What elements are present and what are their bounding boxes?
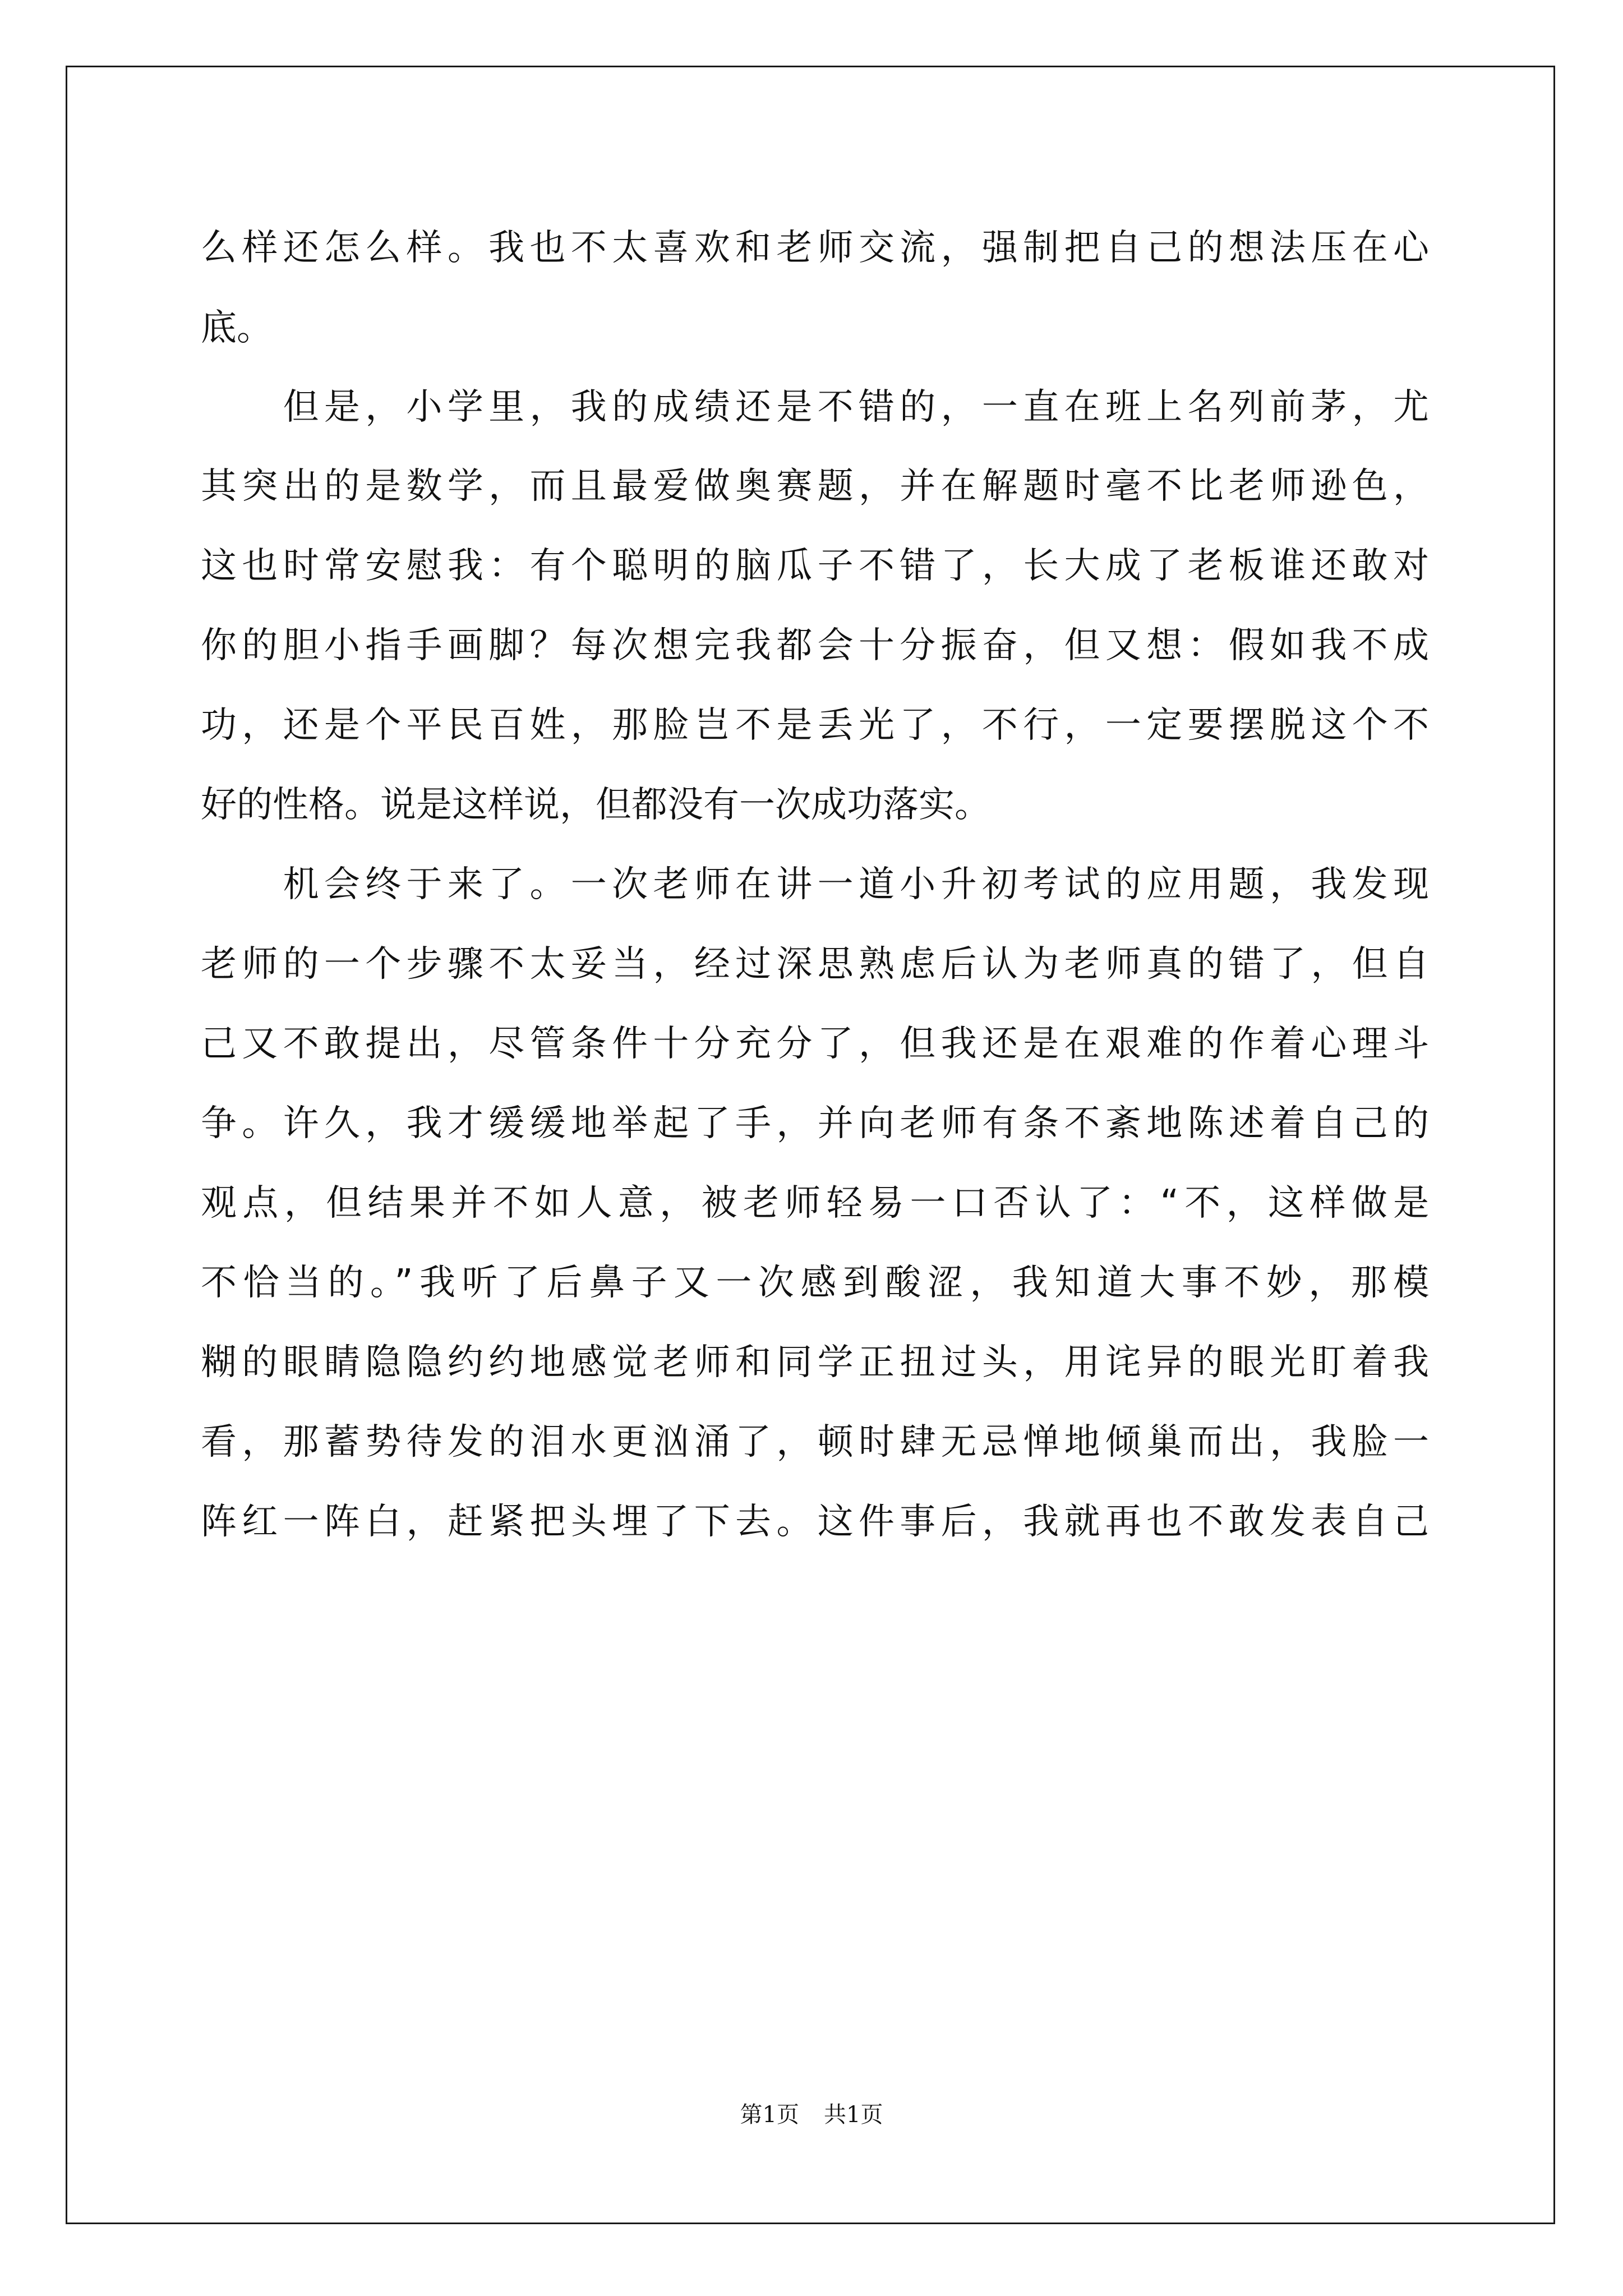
text-line: 你的胆小指手画脚？每次想完我都会十分振奋，但又想：假如我不成: [201, 625, 1435, 666]
text-line: 好的性格。说是这样说，但都没有一次成功落实。: [201, 784, 990, 826]
text-line: 老师的一个步骤不太妥当，经过深思熟虑后认为老师真的错了，但自: [201, 944, 1435, 985]
text-line: 不恰当的。”我听了后鼻子又一次感到酸涩，我知道大事不妙，那模: [201, 1262, 1436, 1304]
text-line: 看，那蓄势待发的泪水更汹涌了，顿时肆无忌惮地倾巢而出，我脸一: [201, 1421, 1435, 1463]
page-footer: [0, 2101, 1623, 2129]
text-line: 糊的眼睛隐隐约约地感觉老师和同学正扭过头，用诧异的眼光盯着我: [201, 1342, 1435, 1383]
page-total: 共1页: [824, 2102, 883, 2128]
text-line: 但是，小学里，我的成绩还是不错的，一直在班上名列前茅，尤: [201, 386, 1435, 428]
text-line: 底。: [201, 307, 273, 349]
text-line: 观点，但结果并不如人意，被老师轻易一口否认了：“不，这样做是: [201, 1182, 1435, 1224]
text-line: 己又不敢提出，尽管条件十分充分了，但我还是在艰难的作着心理斗: [201, 1023, 1435, 1065]
text-line: 这也时常安慰我：有个聪明的脑瓜子不错了，长大成了老板谁还敢对: [201, 545, 1435, 587]
page-number: 第1页: [740, 2102, 799, 2128]
text-line: 么样还怎么样。我也不太喜欢和老师交流，强制把自己的想法压在心: [201, 227, 1435, 269]
text-line: 机会终于来了。一次老师在讲一道小升初考试的应用题，我发现: [201, 864, 1435, 905]
text-line: 功，还是个平民百姓，那脸岂不是丢光了，不行，一定要摆脱这个不: [201, 705, 1435, 746]
text-line: 争。许久，我才缓缓地举起了手，并向老师有条不紊地陈述着自己的: [201, 1103, 1435, 1144]
text-line: 其突出的是数学，而且最爱做奥赛题，并在解题时毫不比老师逊色，: [201, 466, 1435, 507]
text-line: 阵红一阵白，赶紧把头埋了下去。这件事后，我就再也不敢发表自己: [201, 1501, 1435, 1543]
